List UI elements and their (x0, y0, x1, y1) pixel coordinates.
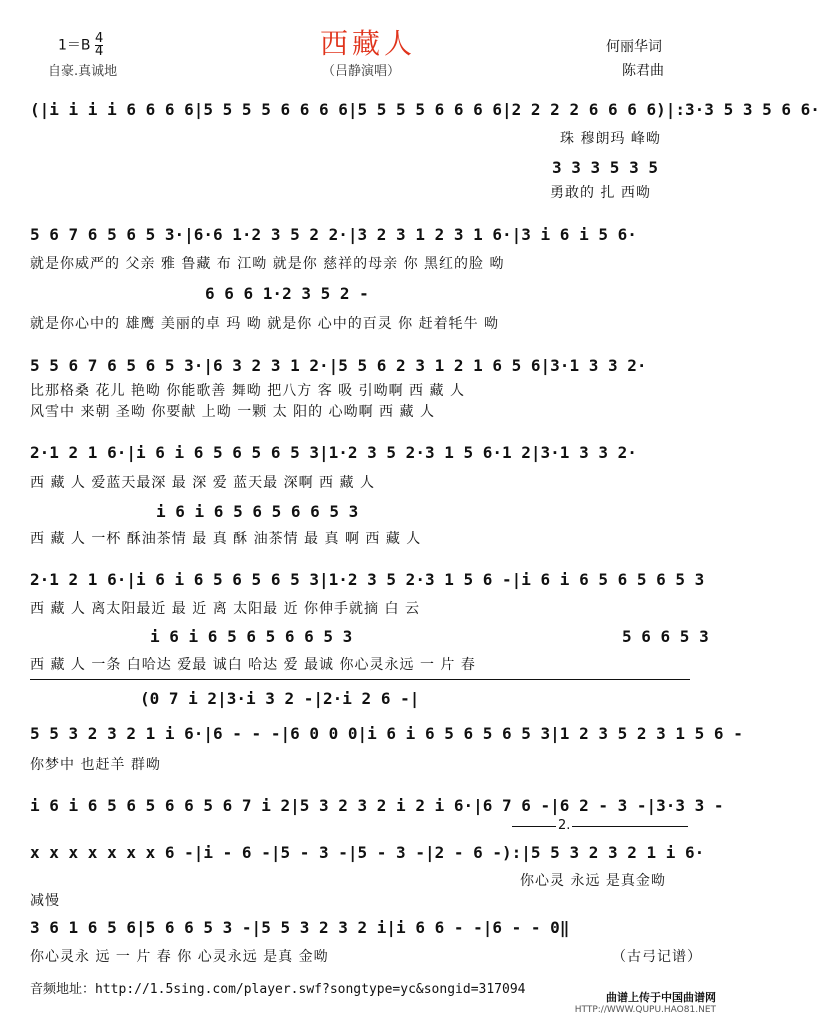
volta-line-1 (30, 679, 690, 680)
score-line-2: 5 6 7 6 5 6 5 3·|6·6 1·2 3 5 2 2·|3 2 3 1 2 3 1 6·|3 i 6 i 5 6· (30, 225, 637, 244)
lyric-line-5b: 西 藏 人 一条 白哈达 爱最 诚白 哈达 爱 最诚 你心灵永远 一 片 春 (30, 657, 476, 673)
score-line-4: 2·1 2 1 6·|i 6 i 6 5 6 5 6 5 3|1·2 3 5 2·3 1 5 6·1 2|3·1 3 3 2· (30, 443, 637, 462)
volta-number: 2. (558, 818, 571, 833)
score-line-4-alt: i 6 i 6 5 6 5 6 6 5 3 (156, 502, 359, 521)
lyric-line-6: 你梦中 也赶羊 群呦 (30, 757, 161, 773)
watermark-url: HTTP://WWW.QUPU.HAO81.NET (574, 1005, 716, 1015)
lyric-line-9: 你心灵永 远 一 片 春 你 心灵永远 是真 金呦 (30, 949, 329, 965)
score-line-5: 2·1 2 1 6·|i 6 i 6 5 6 5 6 5 3|1·2 3 5 2·3 1 5 6 -|i 6 i 6 5 6 5 6 5 3 (30, 570, 705, 589)
score-line-3: 5 5 6 7 6 5 6 5 3·|6 3 2 3 1 2·|5 5 6 2 3 1 2 1 6 5 6|3·1 3 3 2· (30, 356, 647, 375)
site-watermark (575, 992, 716, 1016)
composer: 陈君曲 (622, 63, 664, 79)
lyric-line-4b: 西 藏 人 一杯 酥油茶情 最 真 酥 油茶情 最 真 啊 西 藏 人 (30, 531, 422, 547)
lyric-line-4a: 西 藏 人 爱蓝天最深 最 深 爱 蓝天最 深啊 西 藏 人 (30, 475, 375, 491)
lyric-line-3a: 比那格桑 花儿 艳呦 你能歌善 舞呦 把八方 客 吸 引呦啊 西 藏 人 (30, 383, 465, 399)
score-line-9: 3 6 1 6 5 6|5 6 6 5 3 -|5 5 3 2 3 2 i|i 6 6 - -|6 - - 0‖ (30, 918, 570, 937)
singer: （吕静演唱） (322, 64, 401, 79)
notation-credit: （古弓记谱） (612, 949, 702, 965)
lyric-line-5a: 西 藏 人 离太阳最近 最 近 离 太阳最 近 你伸手就摘 白 云 (30, 601, 420, 617)
lyric-line-3b: 风雪中 来朝 圣呦 你要献 上呦 一颗 太 阳的 心呦啊 西 藏 人 (30, 404, 435, 420)
time-bottom: 4 (94, 44, 104, 59)
score-line-5-alt-a: i 6 i 6 5 6 5 6 6 5 3 (150, 627, 353, 646)
song-title: 西藏人 (320, 27, 417, 60)
lyric-line-1b: 勇敢的 扎 西呦 (550, 185, 651, 201)
lyric-line-2a: 就是你威严的 父亲 雅 鲁藏 布 江呦 就是你 慈祥的母亲 你 黑红的脸 呦 (30, 256, 505, 272)
score-line-8: x x x x x x x 6 -|i - 6 -|5 - 3 -|5 - 3 -|2 - 6 -):|5 5 3 2 3 2 1 i 6· (30, 843, 705, 862)
score-line-7: i 6 i 6 5 6 5 6 6 5 6 7 i 2|5 3 2 3 2 i 2 i 6·|6 7 6 -|6 2 - 3 -|3·3 3 - (30, 796, 724, 815)
lyric-line-2b: 就是你心中的 雄鹰 美丽的卓 玛 呦 就是你 心中的百灵 你 赶着牦牛 呦 (30, 316, 500, 332)
watermark-text: 曲谱上传于中国曲谱网 (606, 991, 716, 1004)
score-line-1-alt: 3 3 3 5 3 5 (552, 158, 658, 177)
tempo-change: 减慢 (30, 893, 60, 909)
tempo-mark: 自豪.真诚地 (48, 64, 118, 79)
score-line-2-alt: 6 6 6 1·2 3 5 2 - (205, 284, 369, 303)
score-line-6-prefix: (0 7 i 2|3·i 3 2 -|2·i 2 6 -| (140, 689, 420, 708)
lyric-line-1a: 珠 穆朗玛 峰呦 (560, 131, 661, 147)
score-line-5-alt-b: 5 6 6 5 3 (622, 627, 709, 646)
time-top: 4 (94, 31, 104, 46)
score-line-6: 5 5 3 2 3 2 1 i 6·|6 - - -|6 0 0 0|i 6 i 6 5 6 5 6 5 3|1 2 3 5 2 3 1 5 6 - (30, 724, 743, 743)
key-signature (58, 33, 103, 58)
audio-link[interactable]: http://1.5sing.com/player.swf?songtype=yc&songid=317094 (95, 982, 526, 997)
audio-address (30, 978, 525, 997)
lyricist: 何丽华词 (606, 39, 662, 55)
time-signature (95, 33, 103, 58)
score-line-1: (|i i i i 6 6 6 6|5 5 5 5 6 6 6 6|5 5 5 5 6 6 6 6|2 2 2 2 6 6 6 6)|:3·3 5 3 5 6 6· (30, 100, 820, 119)
key-label: 1＝B (58, 37, 91, 54)
audio-label: 音频地址： (30, 982, 96, 997)
lyric-line-8: 你心灵 永远 是真金呦 (520, 873, 666, 889)
volta-line-2 (512, 826, 688, 827)
